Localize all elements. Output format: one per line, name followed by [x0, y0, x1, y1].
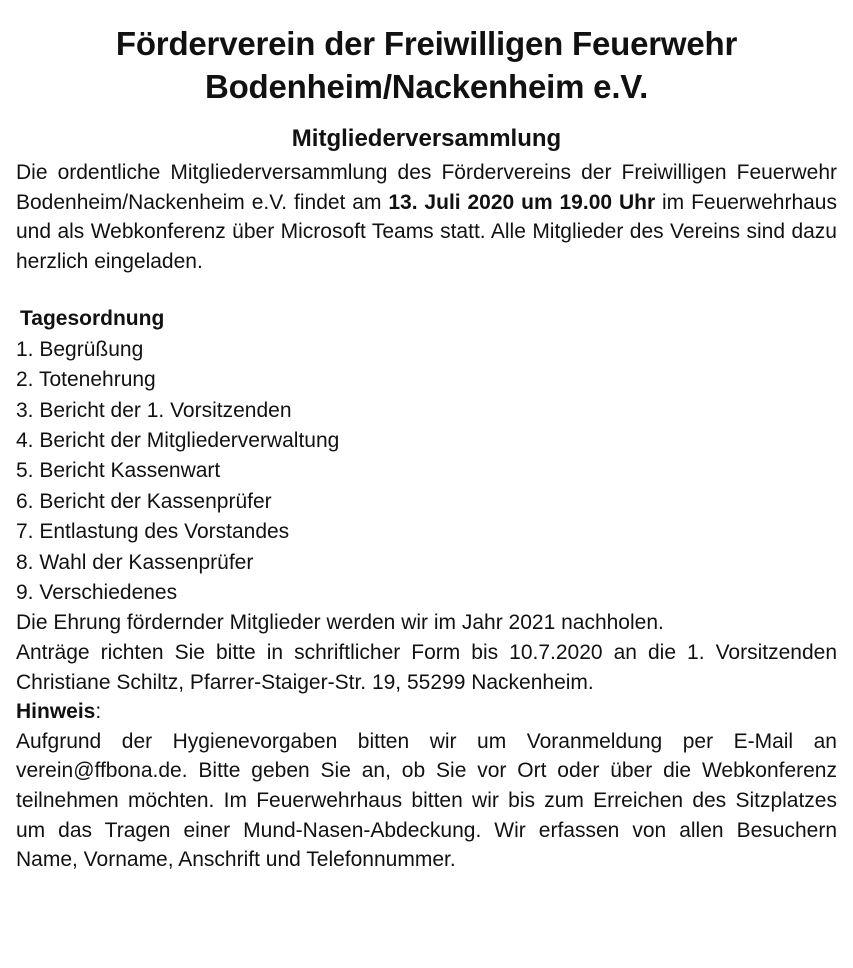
motions-note: Anträge richten Sie bitte in schriftlicher Form bis 10.7.2020 an die 1. Vorsitzenden Christiane Schiltz, Pfarrer-Staiger-Str. 19, 55299 Nackenheim. [16, 641, 837, 694]
section-subtitle: Mitgliederversammlung [291, 125, 562, 152]
agenda-item: 2. Totenehrung [16, 368, 156, 392]
intro-text-part-1: Die ordentliche Mitgliederversammlung des Fördervereins der Freiwilligen Feuerwehr Bodenheim/Nackenheim e.V. findet am [16, 161, 837, 214]
agenda-item: 7. Entlastung des Vorstandes [16, 520, 290, 544]
intro-text-part-2: im Feuerwehrhaus und als Webkonferenz über Microsoft Teams statt. Alle Mitglieder des Vereins sind dazu herzlich eingeladen. [16, 190, 837, 273]
agenda-item: 6. Bericht der Kassenprüfer [16, 489, 272, 513]
title-line-1: Förderverein der Freiwilligen Feuerwehr [115, 25, 738, 62]
intro-paragraph [16, 158, 837, 276]
agenda-item: 5. Bericht Kassenwart [16, 459, 221, 483]
agenda-item: 9. Verschiedenes [16, 581, 178, 605]
agenda-list [16, 335, 837, 609]
agenda-item: 4. Bericht der Mitgliederverwaltung [16, 429, 340, 452]
title-line-2: Bodenheim/Nackenheim e.V. [204, 68, 649, 105]
hint-heading-colon: : [95, 700, 102, 724]
agenda-section [16, 304, 837, 608]
hint-text: Aufgrund der Hygienevorgaben bitten wir um Voranmeldung per E-Mail an verein@ffbona.de. Bitte geben Sie an, ob Sie vor Ort oder über die Webkonferenz teilnehmen möchten. Im Feuerwehrhaus bitten wir bis zum Erreichen des Sitzplatzes um das Tragen einer Mund-Nasen-Abdeckung. Wir erfassen von allen Besuchern Name, Vorname, Anschrift und Telefonnummer. [16, 729, 837, 872]
honoring-note: Die Ehrung fördernder Mitglieder werden wir im Jahr 2021 nachholen. [16, 611, 664, 635]
agenda-item: 3. Bericht der 1. Vorsitzenden [16, 398, 292, 422]
agenda-heading: Tagesordnung [20, 307, 165, 331]
agenda-item: 8. Wahl der Kassenprüfer [16, 550, 254, 574]
meeting-date: 13. Juli 2020 um 19.00 Uhr [388, 190, 656, 214]
document-title [16, 22, 837, 108]
agenda-item: 1. Begrüßung [16, 337, 144, 361]
hint-heading-label: Hinweis [16, 700, 96, 724]
hint-heading [16, 697, 837, 727]
